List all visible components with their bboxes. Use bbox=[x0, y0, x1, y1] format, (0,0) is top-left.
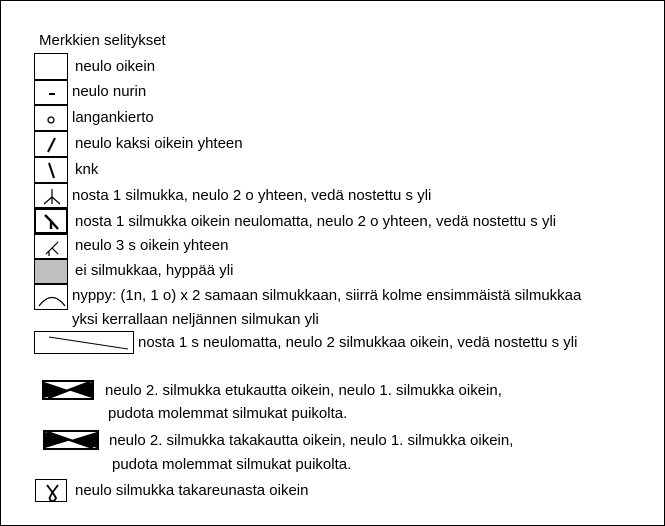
right-cross-icon bbox=[42, 380, 94, 400]
legend-label: neulo nurin bbox=[72, 83, 147, 100]
legend-label-continued: pudota molemmat silmukat puikolta. bbox=[108, 405, 348, 422]
forward-slash-icon bbox=[34, 131, 68, 157]
bold-decrease-icon bbox=[34, 208, 68, 234]
legend-label: langankierto bbox=[72, 109, 154, 126]
dash-icon bbox=[34, 80, 68, 105]
legend-label: knk bbox=[75, 161, 99, 178]
legend-label: nosta 1 silmukka, neulo 2 o yhteen, vedä nostettu s yli bbox=[72, 187, 432, 204]
legend-title: Merkkien selitykset bbox=[39, 32, 166, 49]
legend-label: neulo 2. silmukka etukautta oikein, neulo 1. silmukka oikein, bbox=[105, 382, 502, 399]
bobble-icon bbox=[34, 284, 68, 310]
legend-label-continued: pudota molemmat silmukat puikolta. bbox=[112, 456, 352, 473]
legend-label: nyppy: (1n, 1 o) x 2 samaan silmukkaan, siirrä kolme ensimmäistä silmukkaa bbox=[72, 287, 582, 304]
legend-label-continued: yksi kerrallaan neljännen silmukan yli bbox=[72, 311, 319, 328]
legend-label: neulo silmukka takareunasta oikein bbox=[75, 482, 309, 499]
three-together-icon bbox=[34, 234, 68, 259]
empty-square-icon bbox=[34, 53, 68, 80]
gray-square-icon bbox=[34, 259, 68, 284]
circle-icon bbox=[34, 105, 68, 131]
long-slant-icon bbox=[34, 331, 134, 354]
left-cross-icon bbox=[43, 430, 99, 450]
legend-label: ei silmukkaa, hyppää yli bbox=[75, 262, 234, 279]
twisted-stitch-icon bbox=[35, 479, 67, 502]
legend-label: neulo 3 s oikein yhteen bbox=[75, 237, 229, 254]
centered-decrease-icon bbox=[34, 183, 68, 208]
legend-label: nosta 1 s neulomatta, neulo 2 silmukkaa oikein, vedä nostettu s yli bbox=[138, 334, 578, 351]
legend-label: neulo oikein bbox=[75, 58, 156, 75]
legend-label: neulo 2. silmukka takakautta oikein, neulo 1. silmukka oikein, bbox=[109, 432, 514, 449]
back-slash-icon bbox=[34, 157, 68, 183]
legend-label: nosta 1 silmukka oikein neulomatta, neulo 2 o yhteen, vedä nostettu s yli bbox=[75, 213, 557, 230]
legend-label: neulo kaksi oikein yhteen bbox=[75, 135, 243, 152]
